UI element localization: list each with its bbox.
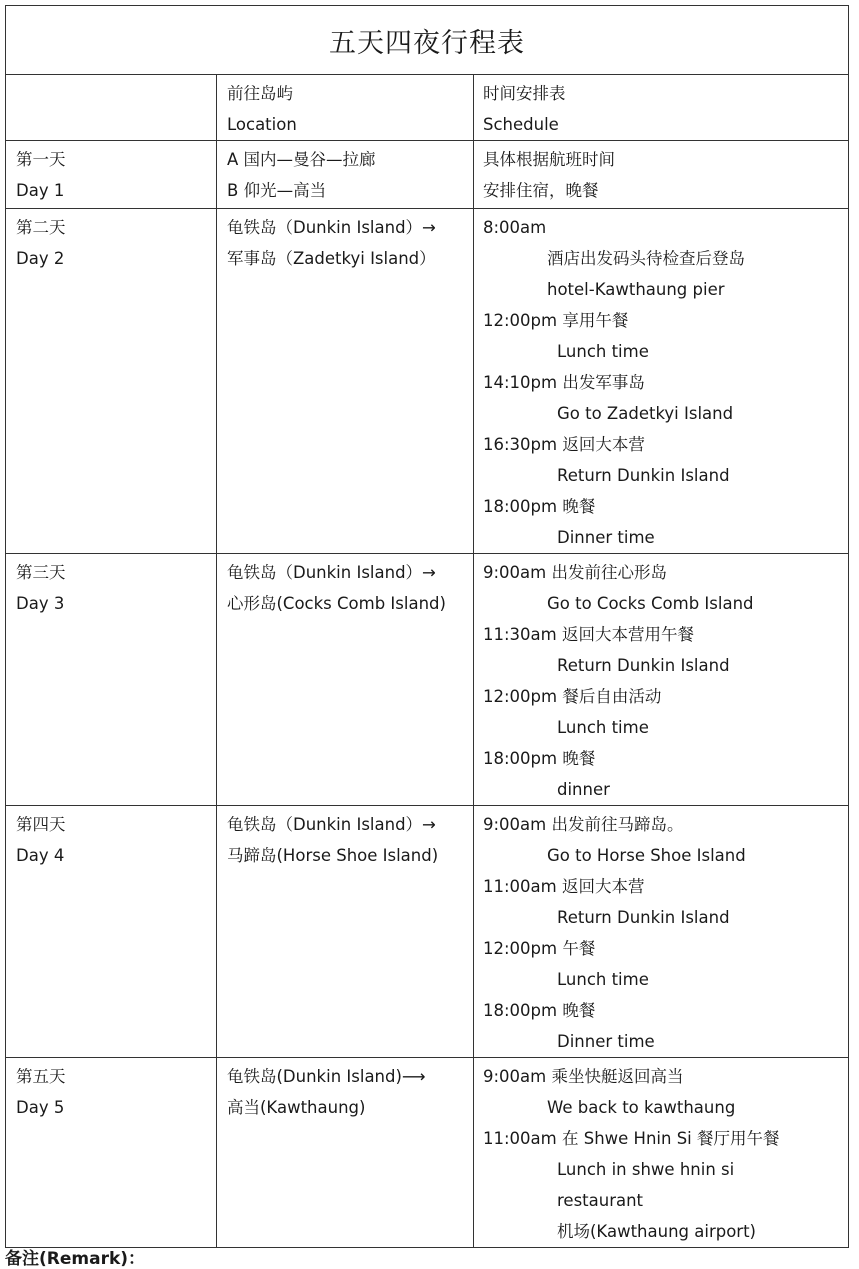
schedule-line (483, 398, 848, 429)
day-cell (6, 209, 217, 554)
day-row (6, 554, 849, 806)
schedule-line (483, 1092, 848, 1123)
schedule-cell-content (474, 1058, 848, 1247)
schedule-text: 午餐 (562, 939, 596, 958)
schedule-cell-content (474, 554, 848, 805)
schedule-text: 返回大本营 (561, 877, 645, 896)
schedule-text: 出发前往心形岛 (551, 563, 667, 582)
location-cell-content (217, 806, 473, 871)
schedule-line (483, 557, 848, 588)
location-line: 马蹄岛(Horse Shoe Island) (227, 846, 439, 865)
header-location-cn: 前往岛屿 (227, 84, 293, 103)
day-label-en: Day 2 (16, 249, 65, 268)
location-cell (217, 141, 474, 209)
location-line: 高当(Kawthaung) (227, 1098, 366, 1117)
schedule-text: 晚餐 (562, 497, 596, 516)
schedule-line (483, 274, 848, 305)
schedule-text: 机场(Kawthaung airport) (557, 1222, 756, 1241)
schedule-text: Dinner time (557, 528, 655, 547)
day-label-en: Day 1 (16, 181, 65, 200)
schedule-time: 14:10pm (483, 373, 558, 392)
day-cell-content (6, 209, 216, 274)
schedule-line (483, 243, 848, 274)
schedule-time: 9:00am (483, 563, 547, 582)
schedule-text: Dinner time (557, 1032, 655, 1051)
schedule-line (483, 491, 848, 522)
schedule-text: dinner (557, 780, 610, 799)
schedule-text: Lunch in shwe hnin si (557, 1160, 735, 1179)
location-line: 龟铁岛(Dunkin Island)⟶ (227, 1067, 426, 1086)
schedule-text: Return Dunkin Island (557, 466, 730, 485)
schedule-line (483, 681, 848, 712)
schedule-line (483, 712, 848, 743)
schedule-text: restaurant (557, 1191, 644, 1210)
itinerary-table-body (6, 6, 849, 1248)
day-label-cn: 第一天 (16, 150, 66, 169)
location-line: 军事岛（Zadetkyi Island） (227, 249, 436, 268)
day-cell-content (6, 554, 216, 619)
schedule-line (483, 522, 848, 553)
location-line: B 仰光—高当 (227, 181, 327, 200)
schedule-line (483, 1026, 848, 1057)
schedule-time: 11:30am (483, 625, 557, 644)
day-row (6, 1058, 849, 1248)
schedule-line (483, 367, 848, 398)
schedule-line (483, 212, 848, 243)
schedule-line (483, 1061, 848, 1092)
schedule-text: 安排住宿，晚餐 (483, 181, 599, 200)
schedule-line (483, 774, 848, 805)
day-label-en: Day 5 (16, 1098, 65, 1117)
schedule-text: Return Dunkin Island (557, 908, 730, 927)
header-day-cell (6, 75, 217, 141)
schedule-text: hotel-Kawthaung pier (547, 280, 725, 299)
schedule-text: Go to Zadetkyi Island (557, 404, 734, 423)
schedule-line (483, 964, 848, 995)
header-schedule-en: Schedule (483, 115, 559, 134)
schedule-cell (474, 806, 849, 1058)
header-location-en: Location (227, 115, 297, 134)
schedule-cell-content (474, 141, 848, 206)
schedule-text: 酒店出发码头待检查后登岛 (547, 249, 745, 268)
itinerary-table (5, 5, 849, 1248)
schedule-time: 12:00pm (483, 311, 558, 330)
schedule-line (483, 144, 848, 175)
schedule-text: We back to kawthaung (547, 1098, 736, 1117)
schedule-cell (474, 1058, 849, 1248)
schedule-time: 18:00pm (483, 1001, 558, 1020)
day-cell (6, 1058, 217, 1248)
schedule-text: Go to Horse Shoe Island (547, 846, 746, 865)
location-cell-content (217, 1058, 473, 1123)
schedule-line (483, 305, 848, 336)
day-cell-content (6, 806, 216, 871)
schedule-line (483, 588, 848, 619)
day-cell (6, 141, 217, 209)
day-label-cn: 第三天 (16, 563, 66, 582)
location-line: 龟铁岛（Dunkin Island）→ (227, 815, 436, 834)
location-cell-content (217, 141, 473, 206)
schedule-line (483, 460, 848, 491)
schedule-line (483, 840, 848, 871)
location-line: 心形岛(Cocks Comb Island) (227, 594, 446, 613)
day-row (6, 141, 849, 209)
schedule-time: 12:00pm (483, 687, 558, 706)
schedule-time: 18:00pm (483, 749, 558, 768)
schedule-cell (474, 209, 849, 554)
schedule-time: 9:00am (483, 1067, 547, 1086)
schedule-line (483, 809, 848, 840)
day-cell (6, 554, 217, 806)
schedule-text: 享用午餐 (562, 311, 629, 330)
schedule-line (483, 175, 848, 206)
day-label-en: Day 3 (16, 594, 65, 613)
location-cell (217, 209, 474, 554)
header-schedule-cn: 时间安排表 (483, 84, 566, 103)
schedule-time: 8:00am (483, 218, 547, 237)
schedule-line (483, 995, 848, 1026)
location-cell-content (217, 209, 473, 274)
schedule-line (483, 1154, 848, 1185)
schedule-text: 返回大本营用午餐 (561, 625, 694, 644)
schedule-cell-content (474, 806, 848, 1057)
day-cell-content (6, 1058, 216, 1123)
day-cell-content (6, 141, 216, 206)
header-row (6, 75, 849, 141)
schedule-time: 16:30pm (483, 435, 558, 454)
schedule-line (483, 650, 848, 681)
schedule-line (483, 933, 848, 964)
location-line: 龟铁岛（Dunkin Island）→ (227, 563, 436, 582)
header-location-cell (217, 75, 474, 141)
day-label-cn: 第二天 (16, 218, 66, 237)
location-line: 龟铁岛（Dunkin Island）→ (227, 218, 436, 237)
day-label-en: Day 4 (16, 846, 65, 865)
schedule-line (483, 871, 848, 902)
day-label-cn: 第五天 (16, 1067, 66, 1086)
schedule-time: 9:00am (483, 815, 547, 834)
schedule-text: 在 Shwe Hnin Si 餐厅用午餐 (561, 1129, 780, 1148)
location-cell (217, 806, 474, 1058)
schedule-cell (474, 141, 849, 209)
schedule-text: 晚餐 (562, 1001, 596, 1020)
day-row (6, 209, 849, 554)
schedule-time: 11:00am (483, 877, 557, 896)
day-label-cn: 第四天 (16, 815, 66, 834)
table-title: 五天四夜行程表 (6, 6, 849, 75)
location-cell (217, 1058, 474, 1248)
location-cell-content (217, 554, 473, 619)
schedule-text: 乘坐快艇返回高当 (551, 1067, 684, 1086)
schedule-line (483, 619, 848, 650)
schedule-text: Lunch time (557, 718, 649, 737)
schedule-line (483, 429, 848, 460)
schedule-text: 返回大本营 (562, 435, 645, 454)
schedule-text: Lunch time (557, 970, 649, 989)
schedule-text: Lunch time (557, 342, 649, 361)
schedule-line (483, 902, 848, 933)
schedule-time: 11:00am (483, 1129, 557, 1148)
title-row (6, 6, 849, 75)
schedule-line (483, 1185, 848, 1216)
schedule-text: 具体根据航班时间 (483, 150, 615, 169)
schedule-text: Go to Cocks Comb Island (547, 594, 754, 613)
day-row (6, 806, 849, 1058)
schedule-line (483, 1216, 848, 1247)
schedule-line (483, 743, 848, 774)
header-schedule-cell (474, 75, 849, 141)
schedule-text: 出发军事岛 (562, 373, 645, 392)
schedule-text: Return Dunkin Island (557, 656, 730, 675)
location-line: A 国内—曼谷—拉廊 (227, 150, 376, 169)
day-cell (6, 806, 217, 1058)
schedule-cell-content (474, 209, 848, 553)
schedule-text: 晚餐 (562, 749, 596, 768)
schedule-text: 出发前往马蹄岛。 (551, 815, 684, 834)
schedule-time: 18:00pm (483, 497, 558, 516)
remark-label: 备注(Remark)： (5, 1249, 146, 1269)
schedule-line (483, 1123, 848, 1154)
schedule-line (483, 336, 848, 367)
schedule-cell (474, 554, 849, 806)
schedule-time: 12:00pm (483, 939, 558, 958)
location-cell (217, 554, 474, 806)
schedule-text: 餐后自由活动 (562, 687, 662, 706)
